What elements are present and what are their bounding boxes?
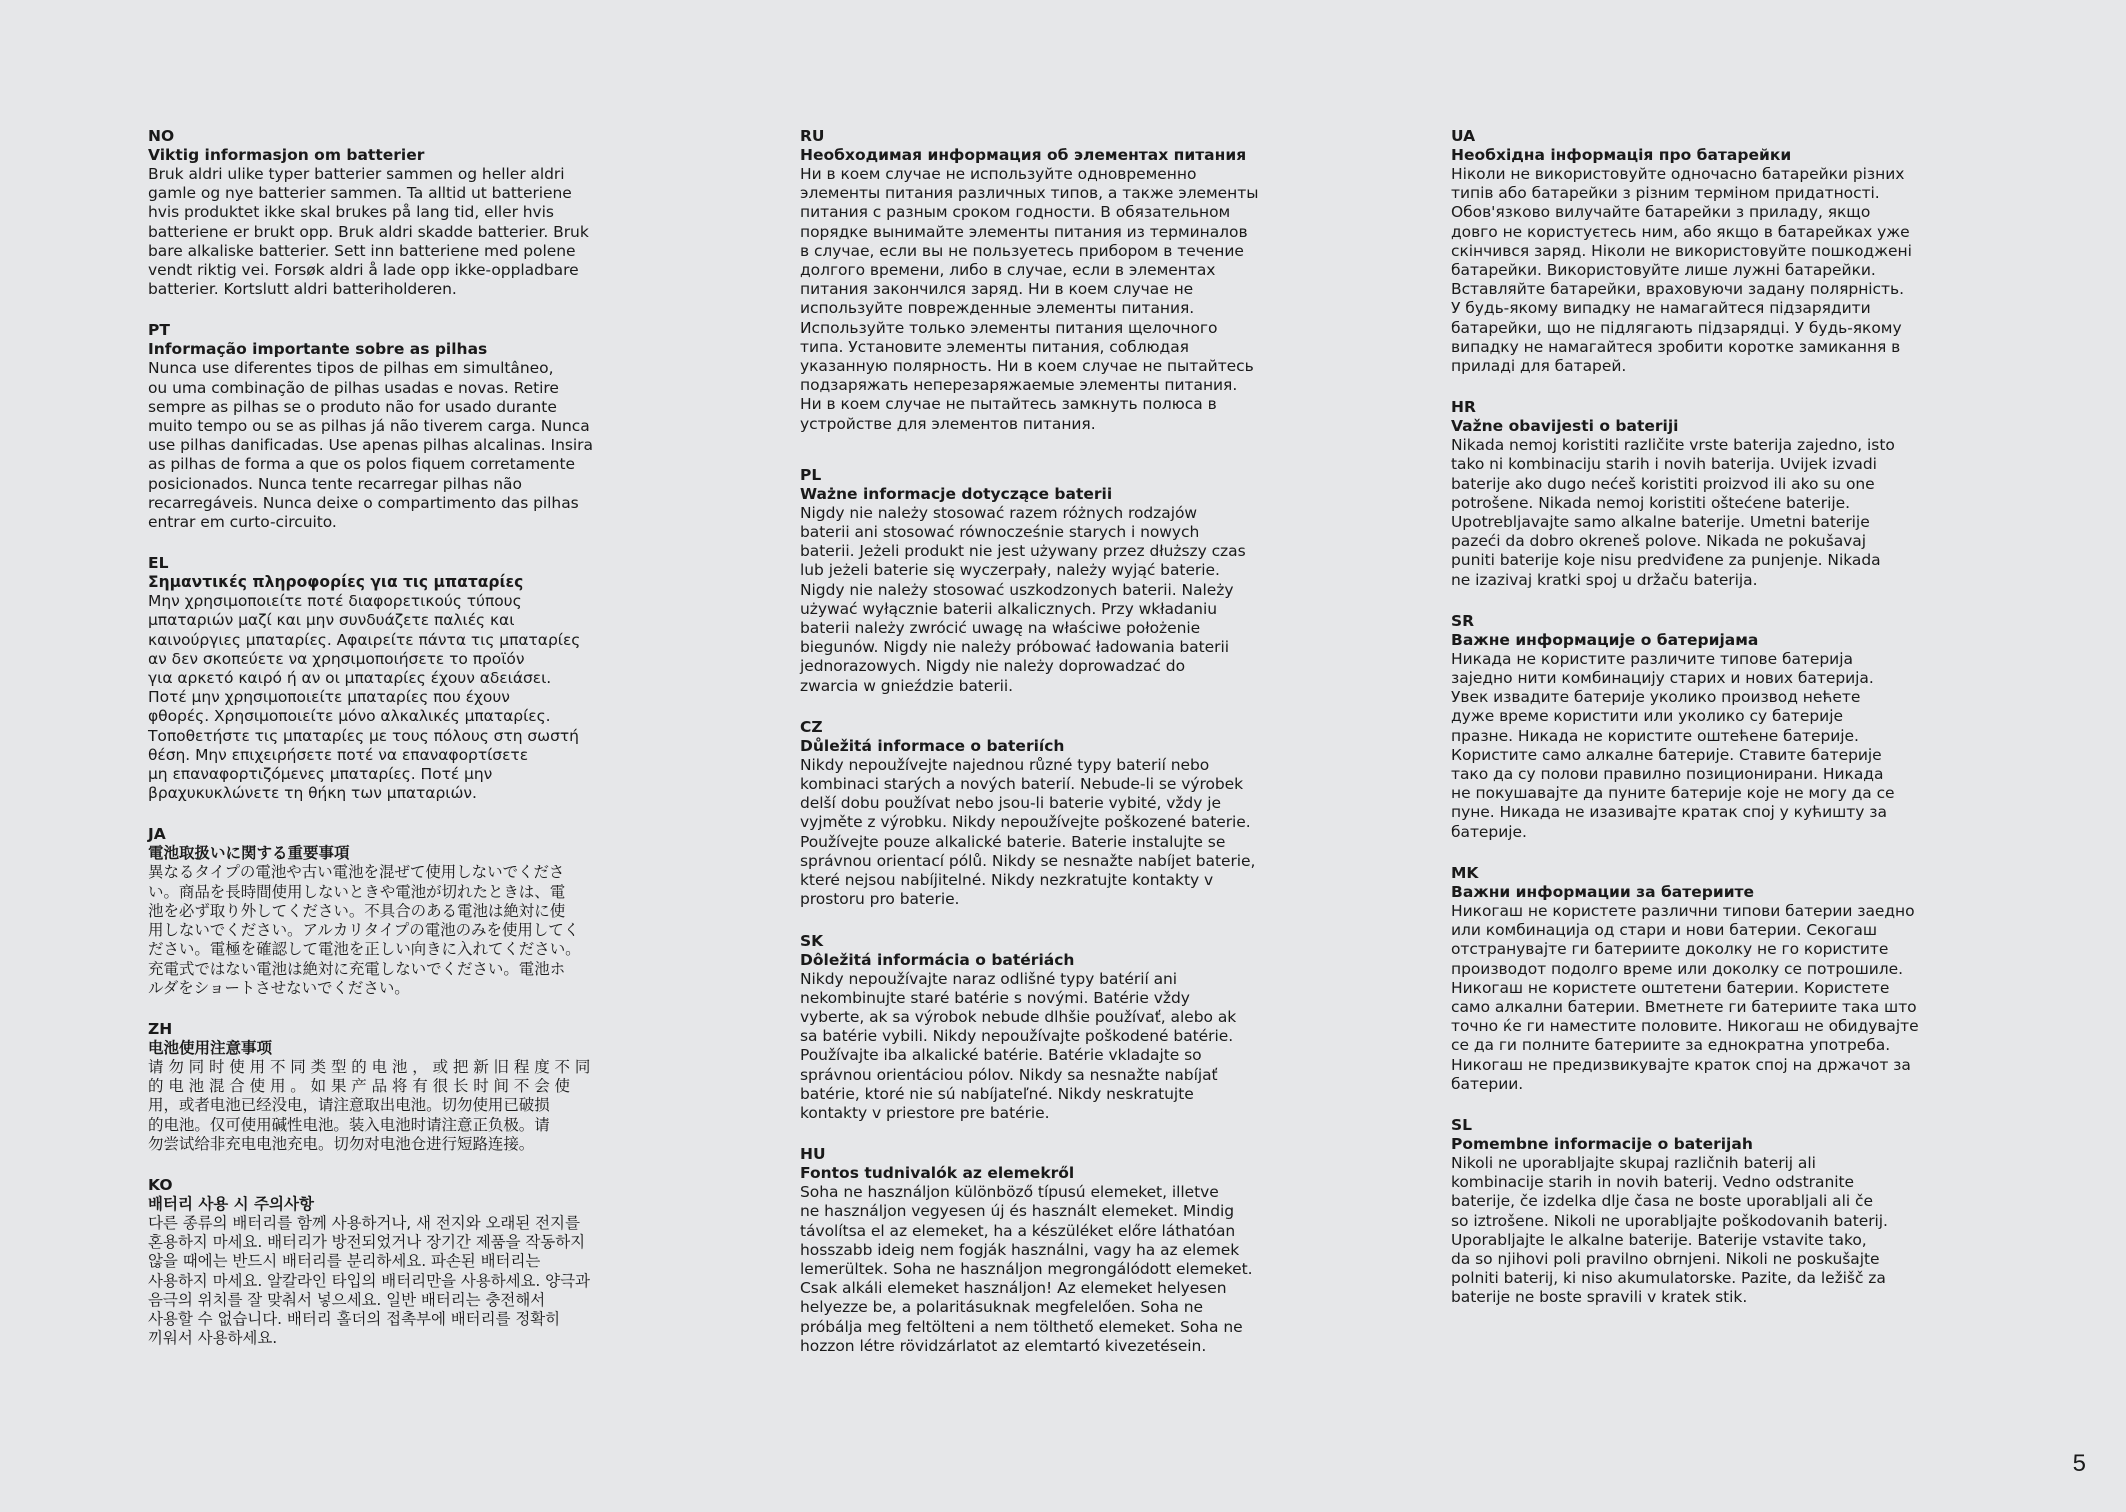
section-title: Необхідна інформація про батарейки <box>1451 146 1792 164</box>
section-title: Važne obavijesti o bateriji <box>1451 417 1679 436</box>
section-title: 电池使用注意事项 <box>148 1038 273 1057</box>
section-body: 请 勿 同 时 使 用 不 同 类 型 的 电 池 ， 或 把 新 旧 程 度 不 同 的 电 池 混 合 使 用 。 如 果 产 品 将 有 很 长 时 间 不 会 使 用，或者电池已经没电，请注意取出电池。切勿使用已破损 的电池。仅可使用碱性电池。装入电池时请注意正负极。请 勿尝试给非充电电池充电。切勿对电池仓进行短路连接。 <box>148 1057 591 1153</box>
section-sl <box>1451 1116 1956 1308</box>
section-body: Nigdy nie należy stosować razem różnych rodzajów baterii ani stosować równocześnie starych i nowych baterii. Jeżeli produkt nie jest używany przez dłuższy czas lub jeżeli baterie się wyczerpały, należy wyjąć baterie. Nigdy nie należy stosować uszkodzonych baterii. Należy używać wyłącznie baterii alkalicznych. Przy wkładaniu baterii należy zwrócić uwagę na właściwe położenie biegunów. Nigdy nie należy próbować ładowania baterii jednorazowych. Nigdy nie należy doprowadzać do zwarcia w gnieździe baterii. <box>800 503 1246 695</box>
section-title: Dôležitá informácia o batériách <box>800 950 1075 969</box>
language-code: JA <box>148 825 166 844</box>
language-code: PT <box>148 321 170 340</box>
language-code: MK <box>1451 863 1479 882</box>
language-code: SK <box>800 931 824 950</box>
section-body: Μην χρησιμοποιείτε ποτέ διαφορετικούς τύπους μπαταριών μαζί και μην συνδυάζετε παλιές και καινούργιες μπαταρίες. Αφαιρείτε πάντα τις μπαταρίες αν δεν σκοπεύετε να χρησιμοποιήσετε το προϊόν για αρκετό καιρό ή αν οι μπαταρίες έχουν αδειάσει. Ποτέ μην χρησιμοποιείτε μπαταρίες που έχουν φθορές. Χρησιμοποιείτε μόνο αλκαλικές μπαταρίες. Τοποθετήστε τις μπαταρίες με τους πόλους στη σωστή θέση. Μην επιχειρήσετε ποτέ να επαναφορτίσετε μη επαναφορτιζόμενες μπαταρίες. Ποτέ μην βραχυκυκλώνετε τη θήκη των μπαταριών. <box>148 592 581 803</box>
section-title: Необходимая информация об элементах питания <box>800 146 1247 164</box>
language-code: RU <box>800 127 825 145</box>
section-body: Soha ne használjon különböző típusú elemeket, illetve ne használjon vegyesen új és használt elemeket. Mindig távolítsa el az elemeket, ha a készüléket előre láthatóan hosszabb ideig nem fogják használni, vagy ha az elemek lemerültek. Soha ne használjon megrongálódott elemeket. Csak alkáli elemeket használjon! Az elemeket helyesen helyezze be, a polaritásuknak megfelelően. Soha ne próbálja meg feltölteni a nem tölthető elemeket. Soha ne hozzon létre rövidzárlatot az elemtartó kivezetésein. <box>800 1183 1253 1355</box>
section-ru <box>800 127 1305 434</box>
language-code: EL <box>148 554 169 573</box>
section-body: Bruk aldri ulike typer batterier sammen og heller aldri gamle og nye batterier sammen. Ta alltid ut batteriene hvis produktet ikke skal brukes på lang tid, eller hvis batteriene er brukt opp. Bruk aldri skadde batterier. Bruk bare alkaliske batterier. Sett inn batteriene med polene vendt riktig vei. Forsøk aldri å lade opp ikke-oppladbare batterier. Kortslutt aldri batteriholderen. <box>148 165 589 299</box>
section-title: Informação importante sobre as pilhas <box>148 340 488 359</box>
section-pl <box>800 466 1305 696</box>
section-body: Ніколи не використовуйте одночасно батарейки різних типів або батарейки з різним терміном придатності. Обов'язково вилучайте батарейки з приладу, якщо довго не користуєтесь ним, або якщо в батарейках уже скінчився заряд. Ніколи не використовуйте пошкоджені батарейки. Використовуйте лише лужні батарейки. Вставляйте батарейки, враховуючи задану полярність. У будь-якому випадку не намагайтеся підзарядити батарейки, що не підлягають підзарядці. У будь-якому випадку не намагайтеся зробити коротке замикання в приладі для батарей. <box>1451 165 1912 376</box>
section-ua <box>1451 127 1956 376</box>
section-title: Важне информације о батеријама <box>1451 630 1759 649</box>
section-body: Ни в коем случае не используйте одновременно элементы питания различных типов, а также элементы питания с разным сроком годности. В обязательном порядке вынимайте элементы питания из терминалов в случае, если вы не пользуетесь прибором в течение долгого времени, либо в случае, если в элементах питания закончился заряд. Ни в коем случае не используйте поврежденные элементы питания. Используйте только элементы питания щелочного типа. Установите элементы питания, соблюдая указанную полярность. Ни в коем случае не пытайтесь подзаряжать неперезаряжаемые элементы питания. Ни в коем случае не пытайтесь замкнуть полюса в устройстве для элементов питания. <box>800 165 1259 433</box>
section-body: Nikada nemoj koristiti različite vrste baterija zajedno, isto tako ni kombinaciju starih i novih baterija. Uvijek izvadi baterije ako dugo nećeš koristiti proizvod ili ako su one potrošene. Nikada nemoj koristiti oštećene baterije. Upotrebljavajte samo alkalne baterije. Umetni baterije pazeći da dobro okreneš polove. Nikada ne pokušavaj puniti baterije koje nisu predviđene za punjenje. Nikada ne izazivaj kratki spoj u držaču baterija. <box>1451 436 1895 589</box>
section-hu <box>800 1145 1305 1356</box>
section-body: Nikdy nepoužívejte najednou různé typy baterií nebo kombinaci starých a nových baterií. Nebude-li se výrobek delší dobu používat nebo jsou-li baterie vybité, vždy je vyjměte z výrobku. Nikdy nepoužívejte poškozené baterie. Používejte pouze alkalické baterie. Baterie instalujte se správnou orientací pólů. Nikdy se nesnažte nabíjet baterie, které nejsou nabíjitelné. Nikdy nezkratujte kontakty v prostoru pro baterie. <box>800 755 1256 909</box>
language-code: PL <box>800 465 822 484</box>
section-body: 다른 종류의 배터리를 함께 사용하거나, 새 전지와 오래된 전지를 혼용하지 마세요. 배터리가 방전되었거나 장기간 제품을 작동하지 않을 때에는 반드시 배터리를 분리하세요. 파손된 배터리는 사용하지 마세요. 알칼라인 타입의 배터리만을 사용하세요. 양극과 음극의 위치를 잘 맞춰서 넣으세요. 일반 배터리는 충전해서 사용할 수 없습니다. 배터리 홀더의 접촉부에 배터리를 정확히 끼워서 사용하세요. <box>148 1213 590 1348</box>
column-3 <box>1451 127 1956 1330</box>
section-no <box>148 127 653 299</box>
section-zh <box>148 1020 653 1154</box>
language-code: UA <box>1451 127 1476 145</box>
section-title: Důležitá informace o bateriích <box>800 736 1065 755</box>
language-code: KO <box>148 1175 173 1194</box>
language-code: SL <box>1451 1115 1473 1134</box>
section-title: Важни информации за батериите <box>1451 882 1755 901</box>
section-body: Nunca use diferentes tipos de pilhas em simultâneo, ou uma combinação de pilhas usadas e novas. Retire sempre as pilhas se o produto não for usado durante muito tempo ou se as pilhas já não tiverem carga. Nunca use pilhas danificadas. Use apenas pilhas alcalinas. Insira as pilhas de forma a que os polos fiquem corretamente posicionados. Nunca tente recarregar pilhas não recarregáveis. Nunca deixe o compartimento das pilhas entrar em curto-circuito. <box>148 359 593 532</box>
column-2 <box>800 127 1305 1378</box>
section-body: 異なるタイプの電池や古い電池を混ぜて使用しないでくださ い。商品を長時間使用しないときや電池が切れたときは、電 池を必ず取り外してください。不具合のある電池は絶対に使 用しないでください。アルカリタイプの電池のみを使用してく ださい。電極を確認して電池を正しい向きに入れてください。 充電式ではない電池は絶対に充電しないでください。電池ホ ルダをショートさせないでください。 <box>148 863 581 997</box>
language-code: SR <box>1451 611 1475 630</box>
section-title: Pomembne informacije o baterijah <box>1451 1134 1753 1153</box>
section-title: Ważne informacje dotyczące baterii <box>800 484 1113 503</box>
page-number: 5 <box>2072 1450 2086 1477</box>
section-body: Никада не користите различите типове батерија заједно нити комбинацију старих и нових батерија. Увек извадите батерије уколико производ нећете дуже време користити или уколико су батерије празне. Никада не користите оштећене батерије. Користите само алкалне батерије. Ставите батерије тако да су полови правилно позиционирани. Никада не покушавајте да пуните батерије које не могу да се пуне. Никада не изазивајте кратак спој у кућишту за батерије. <box>1451 649 1895 841</box>
section-hr <box>1451 398 1956 590</box>
section-title: 배터리 사용 시 주의사항 <box>148 1194 314 1213</box>
section-ja <box>148 825 653 997</box>
section-sk <box>800 932 1305 1124</box>
section-title: Fontos tudnivalók az elemekről <box>800 1164 1075 1183</box>
section-body: Nikdy nepoužívajte naraz odlišné typy batérií ani nekombinujte staré batérie s novými. Batérie vždy vyberte, ak sa výrobok nebude dlhšie používať, alebo ak sa batérie vybili. Nikdy nepoužívajte poškodené batérie. Používajte iba alkalické batérie. Batérie vkladajte so správnou orientáciou pólov. Nikdy sa nesnažte nabíjať batérie, ktoré nie sú nabíjateľné. Nikdy neskratujte kontakty v priestore pre batérie. <box>800 969 1237 1122</box>
section-cz <box>800 718 1305 910</box>
column-1 <box>148 127 653 1370</box>
section-ko <box>148 1176 653 1348</box>
language-code: NO <box>148 127 175 145</box>
language-code: HR <box>1451 398 1476 417</box>
section-pt <box>148 321 653 532</box>
language-code: HU <box>800 1145 826 1164</box>
section-body: Никогаш не користете различни типови батерии заедно или комбинација од стари и нови батерии. Секогаш отстранувајте ги батериите доколку не го користите производот подолго време или доколку се потрошиле. Никогаш не користете оштетени батерии. Користете само алкални батерии. Вметнете ги батериите така што точно ќе ги наместите половите. Никогаш не обидувајте се да ги полните батериите за еднократна употреба. Никогаш не предизвикувајте краток спој на држачот за батерии. <box>1451 901 1919 1093</box>
section-title: Σημαντικές πληροφορίες για τις μπαταρίες <box>148 573 524 592</box>
section-mk <box>1451 864 1956 1094</box>
section-sr <box>1451 612 1956 842</box>
language-code: CZ <box>800 717 823 736</box>
section-title: 電池取扱いに関する重要事項 <box>148 844 350 863</box>
section-title: Viktig informasjon om batterier <box>148 146 425 164</box>
section-body: Nikoli ne uporabljajte skupaj različnih baterij ali kombinacije starih in novih baterij. Vedno odstranite baterije, če izdelka dlje časa ne boste uporabljali ali če so iztrošene. Nikoli ne uporabljajte poškodovanih baterij. Uporabljajte le alkalne baterije. Baterije vstavite tako, da so njihovi poli pravilno obrnjeni. Nikoli ne poskušajte polniti baterij, ki niso akumulatorske. Pazite, da ležišč za baterije ne boste spravili v kratek stik. <box>1451 1153 1888 1307</box>
section-el <box>148 554 653 803</box>
language-code: ZH <box>148 1019 173 1038</box>
